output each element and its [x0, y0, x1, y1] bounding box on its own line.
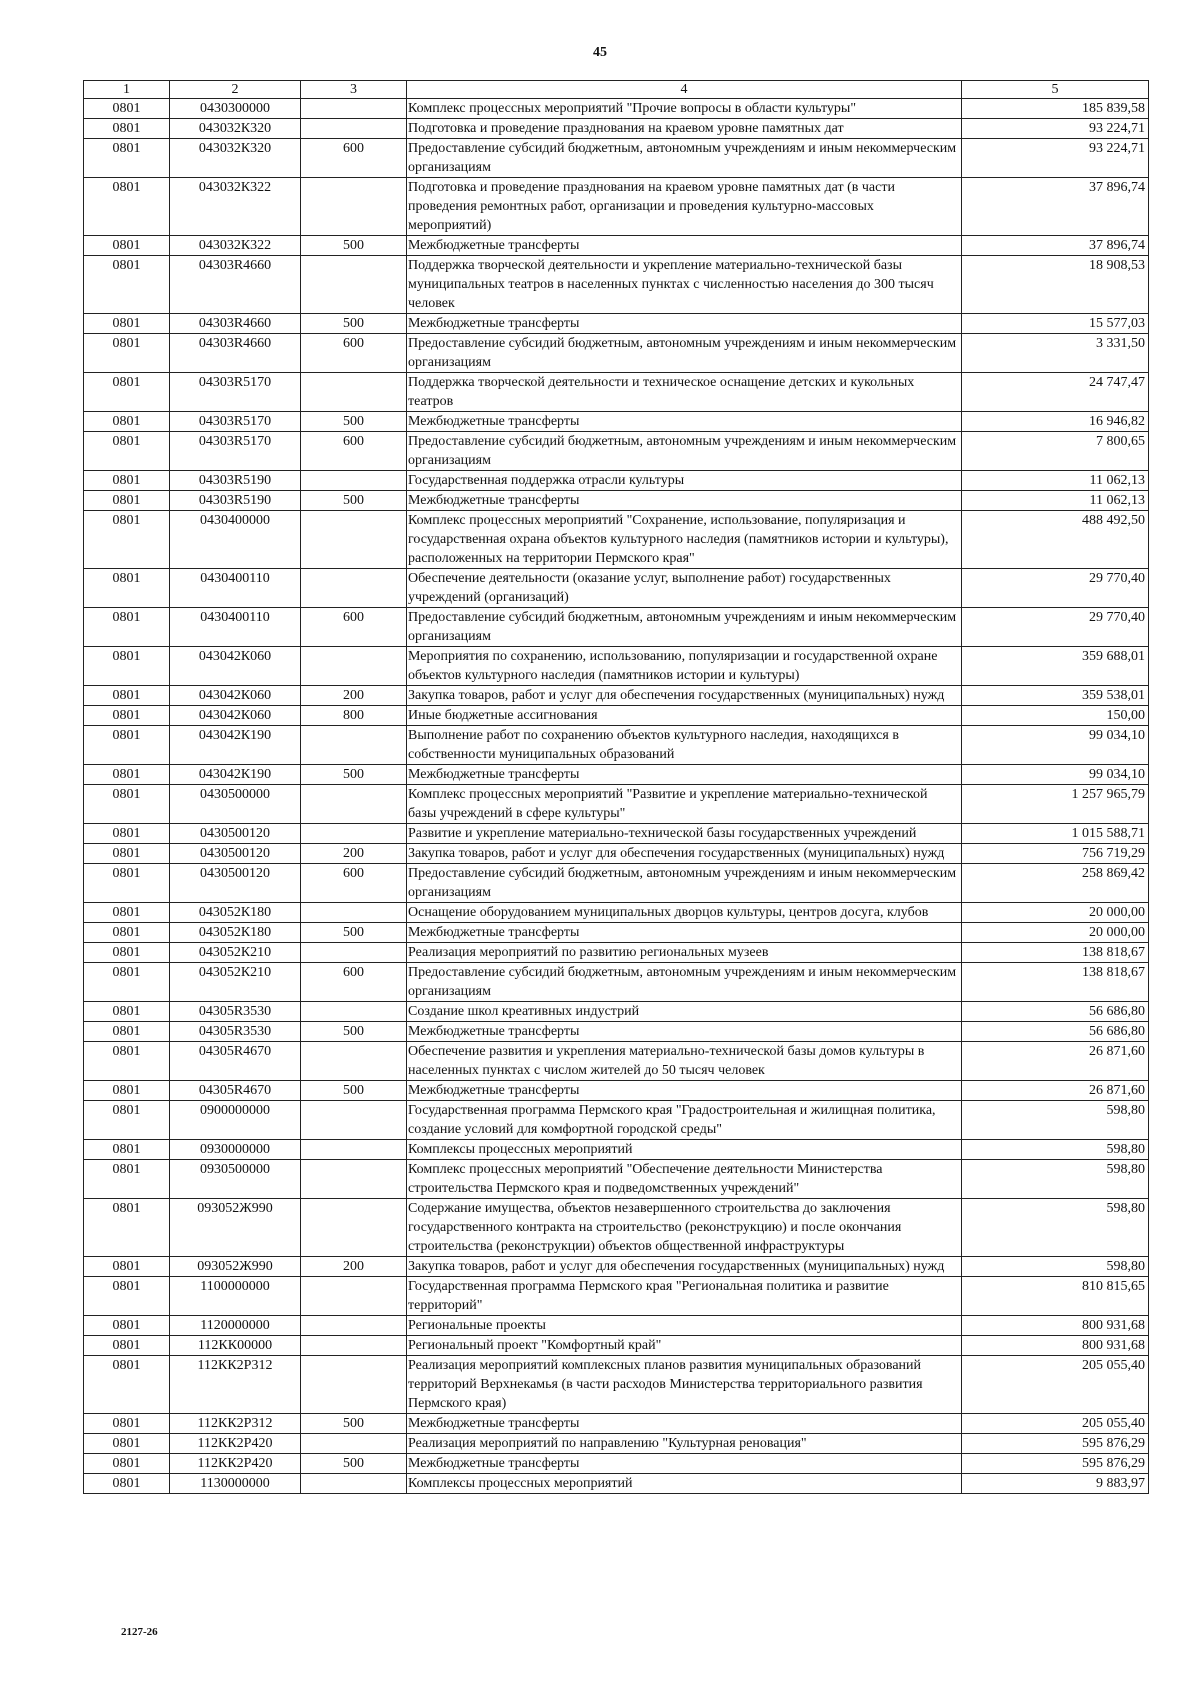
- amount-cell: 138 818,67: [962, 943, 1149, 963]
- target-article-cell: 0430500120: [170, 864, 301, 903]
- budget-table: [83, 80, 1149, 1494]
- expense-type-cell: [301, 511, 407, 569]
- section-code-cell: 0801: [84, 314, 170, 334]
- target-article-cell: 043052К180: [170, 923, 301, 943]
- amount-cell: 488 492,50: [962, 511, 1149, 569]
- description-cell: Межбюджетные трансферты: [407, 491, 962, 511]
- expense-type-cell: 500: [301, 314, 407, 334]
- expense-type-cell: 500: [301, 236, 407, 256]
- target-article-cell: 043042К060: [170, 706, 301, 726]
- amount-cell: 595 876,29: [962, 1454, 1149, 1474]
- table-row: [84, 864, 1149, 903]
- target-article-cell: 04303R4660: [170, 256, 301, 314]
- amount-cell: 1 015 588,71: [962, 824, 1149, 844]
- target-article-cell: 043032К322: [170, 178, 301, 236]
- table-row: [84, 706, 1149, 726]
- section-code-cell: 0801: [84, 256, 170, 314]
- table-row: [84, 1277, 1149, 1316]
- description-cell: Межбюджетные трансферты: [407, 1022, 962, 1042]
- amount-cell: 93 224,71: [962, 139, 1149, 178]
- target-article-cell: 112КК2Р420: [170, 1454, 301, 1474]
- table-row: [84, 1002, 1149, 1022]
- target-article-cell: 043052К210: [170, 943, 301, 963]
- target-article-cell: 0930000000: [170, 1140, 301, 1160]
- target-article-cell: 04303R5170: [170, 373, 301, 412]
- description-cell: Межбюджетные трансферты: [407, 1454, 962, 1474]
- header-col-1: 1: [84, 81, 170, 99]
- section-code-cell: 0801: [84, 963, 170, 1002]
- expense-type-cell: [301, 1356, 407, 1414]
- amount-cell: 29 770,40: [962, 608, 1149, 647]
- target-article-cell: 043042К060: [170, 686, 301, 706]
- table-row: [84, 511, 1149, 569]
- table-row: [84, 844, 1149, 864]
- description-cell: Обеспечение развития и укрепления материально-технической базы домов культуры в населенных пунктах с числом жителей до 50 тысяч человек: [407, 1042, 962, 1081]
- target-article-cell: 0430500000: [170, 785, 301, 824]
- target-article-cell: 04305R3530: [170, 1022, 301, 1042]
- section-code-cell: 0801: [84, 824, 170, 844]
- description-cell: Обеспечение деятельности (оказание услуг, выполнение работ) государственных учреждений (организаций): [407, 569, 962, 608]
- description-cell: Комплекс процессных мероприятий "Развитие и укрепление материально-технической базы учреждений в сфере культуры": [407, 785, 962, 824]
- amount-cell: 1 257 965,79: [962, 785, 1149, 824]
- amount-cell: 20 000,00: [962, 903, 1149, 923]
- table-row: [84, 1474, 1149, 1494]
- amount-cell: 18 908,53: [962, 256, 1149, 314]
- table-row: [84, 963, 1149, 1002]
- target-article-cell: 043052К210: [170, 963, 301, 1002]
- expense-type-cell: 200: [301, 1257, 407, 1277]
- expense-type-cell: [301, 256, 407, 314]
- description-cell: Содержание имущества, объектов незавершенного строительства до заключения государственного контракта на строительство (реконструкцию) и после окончания строительства (реконструкции) объектов общественной инфраструктуры: [407, 1199, 962, 1257]
- amount-cell: 24 747,47: [962, 373, 1149, 412]
- section-code-cell: 0801: [84, 1022, 170, 1042]
- target-article-cell: 0430300000: [170, 99, 301, 119]
- table-row: [84, 1140, 1149, 1160]
- expense-type-cell: [301, 119, 407, 139]
- description-cell: Реализация мероприятий комплексных планов развития муниципальных образований территорий Верхнекамья (в части расходов Министерства территориального развития Пермского края): [407, 1356, 962, 1414]
- table-row: [84, 1434, 1149, 1454]
- amount-cell: 7 800,65: [962, 432, 1149, 471]
- expense-type-cell: 500: [301, 923, 407, 943]
- description-cell: Региональные проекты: [407, 1316, 962, 1336]
- expense-type-cell: 500: [301, 491, 407, 511]
- description-cell: Государственная программа Пермского края "Градостроительная и жилищная политика, создание условий для комфортной городской среды": [407, 1101, 962, 1140]
- target-article-cell: 043042К060: [170, 647, 301, 686]
- amount-cell: 29 770,40: [962, 569, 1149, 608]
- expense-type-cell: [301, 824, 407, 844]
- amount-cell: 810 815,65: [962, 1277, 1149, 1316]
- table-row: [84, 139, 1149, 178]
- table-row: [84, 491, 1149, 511]
- section-code-cell: 0801: [84, 1316, 170, 1336]
- target-article-cell: 043032К322: [170, 236, 301, 256]
- amount-cell: 185 839,58: [962, 99, 1149, 119]
- section-code-cell: 0801: [84, 432, 170, 471]
- amount-cell: 359 538,01: [962, 686, 1149, 706]
- table-row: [84, 1454, 1149, 1474]
- amount-cell: 9 883,97: [962, 1474, 1149, 1494]
- description-cell: Комплекс процессных мероприятий "Прочие вопросы в области культуры": [407, 99, 962, 119]
- section-code-cell: 0801: [84, 373, 170, 412]
- expense-type-cell: [301, 1277, 407, 1316]
- section-code-cell: 0801: [84, 647, 170, 686]
- description-cell: Поддержка творческой деятельности и техническое оснащение детских и кукольных театров: [407, 373, 962, 412]
- table-row: [84, 569, 1149, 608]
- table-row: [84, 334, 1149, 373]
- description-cell: Реализация мероприятий по развитию региональных музеев: [407, 943, 962, 963]
- description-cell: Предоставление субсидий бюджетным, автономным учреждениям и иным некоммерческим организациям: [407, 608, 962, 647]
- table-row: [84, 1199, 1149, 1257]
- description-cell: Межбюджетные трансферты: [407, 765, 962, 785]
- description-cell: Выполнение работ по сохранению объектов культурного наследия, находящихся в собственности муниципальных образований: [407, 726, 962, 765]
- section-code-cell: 0801: [84, 1140, 170, 1160]
- target-article-cell: 043032К320: [170, 139, 301, 178]
- target-article-cell: 0430400000: [170, 511, 301, 569]
- description-cell: Закупка товаров, работ и услуг для обеспечения государственных (муниципальных) нужд: [407, 1257, 962, 1277]
- section-code-cell: 0801: [84, 1356, 170, 1414]
- expense-type-cell: 200: [301, 844, 407, 864]
- table-body: [84, 99, 1149, 1494]
- table-row: [84, 314, 1149, 334]
- description-cell: Предоставление субсидий бюджетным, автономным учреждениям и иным некоммерческим организациям: [407, 963, 962, 1002]
- description-cell: Поддержка творческой деятельности и укрепление материально-технической базы муниципальных театров в населенных пунктах с численностью населения до 300 тысяч человек: [407, 256, 962, 314]
- amount-cell: 93 224,71: [962, 119, 1149, 139]
- target-article-cell: 0430400110: [170, 608, 301, 647]
- description-cell: Межбюджетные трансферты: [407, 1081, 962, 1101]
- description-cell: Комплексы процессных мероприятий: [407, 1474, 962, 1494]
- target-article-cell: 093052Ж990: [170, 1199, 301, 1257]
- description-cell: Предоставление субсидий бюджетным, автономным учреждениям и иным некоммерческим организациям: [407, 432, 962, 471]
- section-code-cell: 0801: [84, 139, 170, 178]
- amount-cell: 598,80: [962, 1257, 1149, 1277]
- amount-cell: 11 062,13: [962, 471, 1149, 491]
- table-row: [84, 1316, 1149, 1336]
- page-number: 45: [593, 45, 607, 60]
- target-article-cell: 043042К190: [170, 765, 301, 785]
- description-cell: Государственная поддержка отрасли культуры: [407, 471, 962, 491]
- amount-cell: 800 931,68: [962, 1336, 1149, 1356]
- table-row: [84, 1414, 1149, 1434]
- amount-cell: 11 062,13: [962, 491, 1149, 511]
- expense-type-cell: [301, 1199, 407, 1257]
- header-col-2: 2: [170, 81, 301, 99]
- amount-cell: 800 931,68: [962, 1316, 1149, 1336]
- expense-type-cell: [301, 1140, 407, 1160]
- document-code: 2127-26: [121, 1626, 158, 1638]
- section-code-cell: 0801: [84, 844, 170, 864]
- target-article-cell: 1120000000: [170, 1316, 301, 1336]
- table-row: [84, 256, 1149, 314]
- section-code-cell: 0801: [84, 1160, 170, 1199]
- section-code-cell: 0801: [84, 471, 170, 491]
- target-article-cell: 093052Ж990: [170, 1257, 301, 1277]
- amount-cell: 99 034,10: [962, 765, 1149, 785]
- description-cell: Мероприятия по сохранению, использованию, популяризации и государственной охране объектов культурного наследия (памятников истории и культуры): [407, 647, 962, 686]
- expense-type-cell: [301, 99, 407, 119]
- expense-type-cell: 500: [301, 765, 407, 785]
- amount-cell: 598,80: [962, 1199, 1149, 1257]
- table-row: [84, 373, 1149, 412]
- amount-cell: 26 871,60: [962, 1081, 1149, 1101]
- expense-type-cell: 500: [301, 1081, 407, 1101]
- target-article-cell: 043032К320: [170, 119, 301, 139]
- expense-type-cell: [301, 471, 407, 491]
- expense-type-cell: [301, 373, 407, 412]
- header-col-5: 5: [962, 81, 1149, 99]
- expense-type-cell: [301, 903, 407, 923]
- target-article-cell: 1130000000: [170, 1474, 301, 1494]
- amount-cell: 16 946,82: [962, 412, 1149, 432]
- table-row: [84, 923, 1149, 943]
- section-code-cell: 0801: [84, 923, 170, 943]
- table-row: [84, 1101, 1149, 1140]
- table-row: [84, 1356, 1149, 1414]
- section-code-cell: 0801: [84, 706, 170, 726]
- table-row: [84, 1160, 1149, 1199]
- section-code-cell: 0801: [84, 1414, 170, 1434]
- expense-type-cell: [301, 1002, 407, 1022]
- description-cell: Межбюджетные трансферты: [407, 314, 962, 334]
- section-code-cell: 0801: [84, 236, 170, 256]
- description-cell: Закупка товаров, работ и услуг для обеспечения государственных (муниципальных) нужд: [407, 686, 962, 706]
- table-row: [84, 119, 1149, 139]
- expense-type-cell: 500: [301, 412, 407, 432]
- expense-type-cell: [301, 943, 407, 963]
- description-cell: Межбюджетные трансферты: [407, 412, 962, 432]
- expense-type-cell: [301, 1042, 407, 1081]
- table-row: [84, 1081, 1149, 1101]
- expense-type-cell: [301, 178, 407, 236]
- section-code-cell: 0801: [84, 412, 170, 432]
- expense-type-cell: [301, 1434, 407, 1454]
- table-row: [84, 726, 1149, 765]
- target-article-cell: 04303R5190: [170, 491, 301, 511]
- section-code-cell: 0801: [84, 1336, 170, 1356]
- description-cell: Предоставление субсидий бюджетным, автономным учреждениям и иным некоммерческим организациям: [407, 139, 962, 178]
- section-code-cell: 0801: [84, 1277, 170, 1316]
- target-article-cell: 112КК2Р312: [170, 1356, 301, 1414]
- description-cell: Подготовка и проведение празднования на краевом уровне памятных дат (в части проведения ремонтных работ, организации и проведения культурно-массовых мероприятий): [407, 178, 962, 236]
- target-article-cell: 0430500120: [170, 844, 301, 864]
- target-article-cell: 0930500000: [170, 1160, 301, 1199]
- target-article-cell: 112КК2Р312: [170, 1414, 301, 1434]
- section-code-cell: 0801: [84, 491, 170, 511]
- section-code-cell: 0801: [84, 511, 170, 569]
- target-article-cell: 112КК2Р420: [170, 1434, 301, 1454]
- amount-cell: 756 719,29: [962, 844, 1149, 864]
- description-cell: Комплекс процессных мероприятий "Сохранение, использование, популяризация и государственная охрана объектов культурного наследия (памятников истории и культуры), расположенных на территории Пермского края": [407, 511, 962, 569]
- target-article-cell: 04305R4670: [170, 1081, 301, 1101]
- section-code-cell: 0801: [84, 1434, 170, 1454]
- table-row: [84, 943, 1149, 963]
- target-article-cell: 04305R3530: [170, 1002, 301, 1022]
- target-article-cell: 0430400110: [170, 569, 301, 608]
- description-cell: Межбюджетные трансферты: [407, 923, 962, 943]
- description-cell: Государственная программа Пермского края "Региональная политика и развитие территорий": [407, 1277, 962, 1316]
- amount-cell: 595 876,29: [962, 1434, 1149, 1454]
- amount-cell: 37 896,74: [962, 236, 1149, 256]
- expense-type-cell: 600: [301, 334, 407, 373]
- expense-type-cell: [301, 726, 407, 765]
- expense-type-cell: [301, 1160, 407, 1199]
- amount-cell: 598,80: [962, 1101, 1149, 1140]
- expense-type-cell: [301, 1316, 407, 1336]
- table-row: [84, 1336, 1149, 1356]
- table-row: [84, 1022, 1149, 1042]
- description-cell: Комплекс процессных мероприятий "Обеспечение деятельности Министерства строительства Пермского края и подведомственных учреждений": [407, 1160, 962, 1199]
- section-code-cell: 0801: [84, 686, 170, 706]
- header-col-4: 4: [407, 81, 962, 99]
- description-cell: Подготовка и проведение празднования на краевом уровне памятных дат: [407, 119, 962, 139]
- table-row: [84, 765, 1149, 785]
- section-code-cell: 0801: [84, 864, 170, 903]
- table-row: [84, 1257, 1149, 1277]
- table-row: [84, 432, 1149, 471]
- expense-type-cell: 600: [301, 432, 407, 471]
- expense-type-cell: 500: [301, 1414, 407, 1434]
- amount-cell: 138 818,67: [962, 963, 1149, 1002]
- description-cell: Закупка товаров, работ и услуг для обеспечения государственных (муниципальных) нужд: [407, 844, 962, 864]
- table-row: [84, 1042, 1149, 1081]
- table-row: [84, 99, 1149, 119]
- section-code-cell: 0801: [84, 1042, 170, 1081]
- target-article-cell: 112КК00000: [170, 1336, 301, 1356]
- target-article-cell: 1100000000: [170, 1277, 301, 1316]
- description-cell: Межбюджетные трансферты: [407, 1414, 962, 1434]
- table-row: [84, 647, 1149, 686]
- expense-type-cell: 200: [301, 686, 407, 706]
- section-code-cell: 0801: [84, 334, 170, 373]
- description-cell: Межбюджетные трансферты: [407, 236, 962, 256]
- target-article-cell: 04303R5190: [170, 471, 301, 491]
- description-cell: Комплексы процессных мероприятий: [407, 1140, 962, 1160]
- amount-cell: 258 869,42: [962, 864, 1149, 903]
- expense-type-cell: 500: [301, 1454, 407, 1474]
- description-cell: Создание школ креативных индустрий: [407, 1002, 962, 1022]
- amount-cell: 99 034,10: [962, 726, 1149, 765]
- target-article-cell: 04303R5170: [170, 432, 301, 471]
- section-code-cell: 0801: [84, 1081, 170, 1101]
- section-code-cell: 0801: [84, 1101, 170, 1140]
- description-cell: Иные бюджетные ассигнования: [407, 706, 962, 726]
- table-row: [84, 824, 1149, 844]
- target-article-cell: 043052К180: [170, 903, 301, 923]
- expense-type-cell: [301, 1336, 407, 1356]
- amount-cell: 598,80: [962, 1160, 1149, 1199]
- amount-cell: 56 686,80: [962, 1022, 1149, 1042]
- section-code-cell: 0801: [84, 726, 170, 765]
- amount-cell: 15 577,03: [962, 314, 1149, 334]
- description-cell: Оснащение оборудованием муниципальных дворцов культуры, центров досуга, клубов: [407, 903, 962, 923]
- amount-cell: 26 871,60: [962, 1042, 1149, 1081]
- table-row: [84, 608, 1149, 647]
- section-code-cell: 0801: [84, 1474, 170, 1494]
- expense-type-cell: [301, 569, 407, 608]
- expense-type-cell: 500: [301, 1022, 407, 1042]
- header-col-3: 3: [301, 81, 407, 99]
- section-code-cell: 0801: [84, 1199, 170, 1257]
- section-code-cell: 0801: [84, 608, 170, 647]
- amount-cell: 20 000,00: [962, 923, 1149, 943]
- amount-cell: 598,80: [962, 1140, 1149, 1160]
- section-code-cell: 0801: [84, 99, 170, 119]
- expense-type-cell: [301, 1474, 407, 1494]
- section-code-cell: 0801: [84, 785, 170, 824]
- target-article-cell: 04305R4670: [170, 1042, 301, 1081]
- amount-cell: 359 688,01: [962, 647, 1149, 686]
- table-row: [84, 236, 1149, 256]
- section-code-cell: 0801: [84, 1257, 170, 1277]
- description-cell: Реализация мероприятий по направлению "Культурная реновация": [407, 1434, 962, 1454]
- table-row: [84, 178, 1149, 236]
- table-header-row: [84, 81, 1149, 99]
- table-row: [84, 686, 1149, 706]
- table-row: [84, 903, 1149, 923]
- description-cell: Предоставление субсидий бюджетным, автономным учреждениям и иным некоммерческим организациям: [407, 864, 962, 903]
- section-code-cell: 0801: [84, 765, 170, 785]
- description-cell: Региональный проект "Комфортный край": [407, 1336, 962, 1356]
- amount-cell: 37 896,74: [962, 178, 1149, 236]
- section-code-cell: 0801: [84, 943, 170, 963]
- expense-type-cell: [301, 1101, 407, 1140]
- target-article-cell: 04303R4660: [170, 334, 301, 373]
- expense-type-cell: 600: [301, 608, 407, 647]
- amount-cell: 205 055,40: [962, 1414, 1149, 1434]
- amount-cell: 205 055,40: [962, 1356, 1149, 1414]
- expense-type-cell: [301, 785, 407, 824]
- amount-cell: 3 331,50: [962, 334, 1149, 373]
- target-article-cell: 04303R4660: [170, 314, 301, 334]
- amount-cell: 56 686,80: [962, 1002, 1149, 1022]
- expense-type-cell: 600: [301, 864, 407, 903]
- target-article-cell: 04303R5170: [170, 412, 301, 432]
- section-code-cell: 0801: [84, 178, 170, 236]
- table-row: [84, 785, 1149, 824]
- expense-type-cell: 800: [301, 706, 407, 726]
- target-article-cell: 0430500120: [170, 824, 301, 844]
- expense-type-cell: 600: [301, 139, 407, 178]
- target-article-cell: 043042К190: [170, 726, 301, 765]
- section-code-cell: 0801: [84, 1002, 170, 1022]
- section-code-cell: 0801: [84, 1454, 170, 1474]
- expense-type-cell: 600: [301, 963, 407, 1002]
- description-cell: Предоставление субсидий бюджетным, автономным учреждениям и иным некоммерческим организациям: [407, 334, 962, 373]
- expense-type-cell: [301, 647, 407, 686]
- target-article-cell: 0900000000: [170, 1101, 301, 1140]
- description-cell: Развитие и укрепление материально-технической базы государственных учреждений: [407, 824, 962, 844]
- table-row: [84, 412, 1149, 432]
- section-code-cell: 0801: [84, 569, 170, 608]
- section-code-cell: 0801: [84, 903, 170, 923]
- section-code-cell: 0801: [84, 119, 170, 139]
- amount-cell: 150,00: [962, 706, 1149, 726]
- table-row: [84, 471, 1149, 491]
